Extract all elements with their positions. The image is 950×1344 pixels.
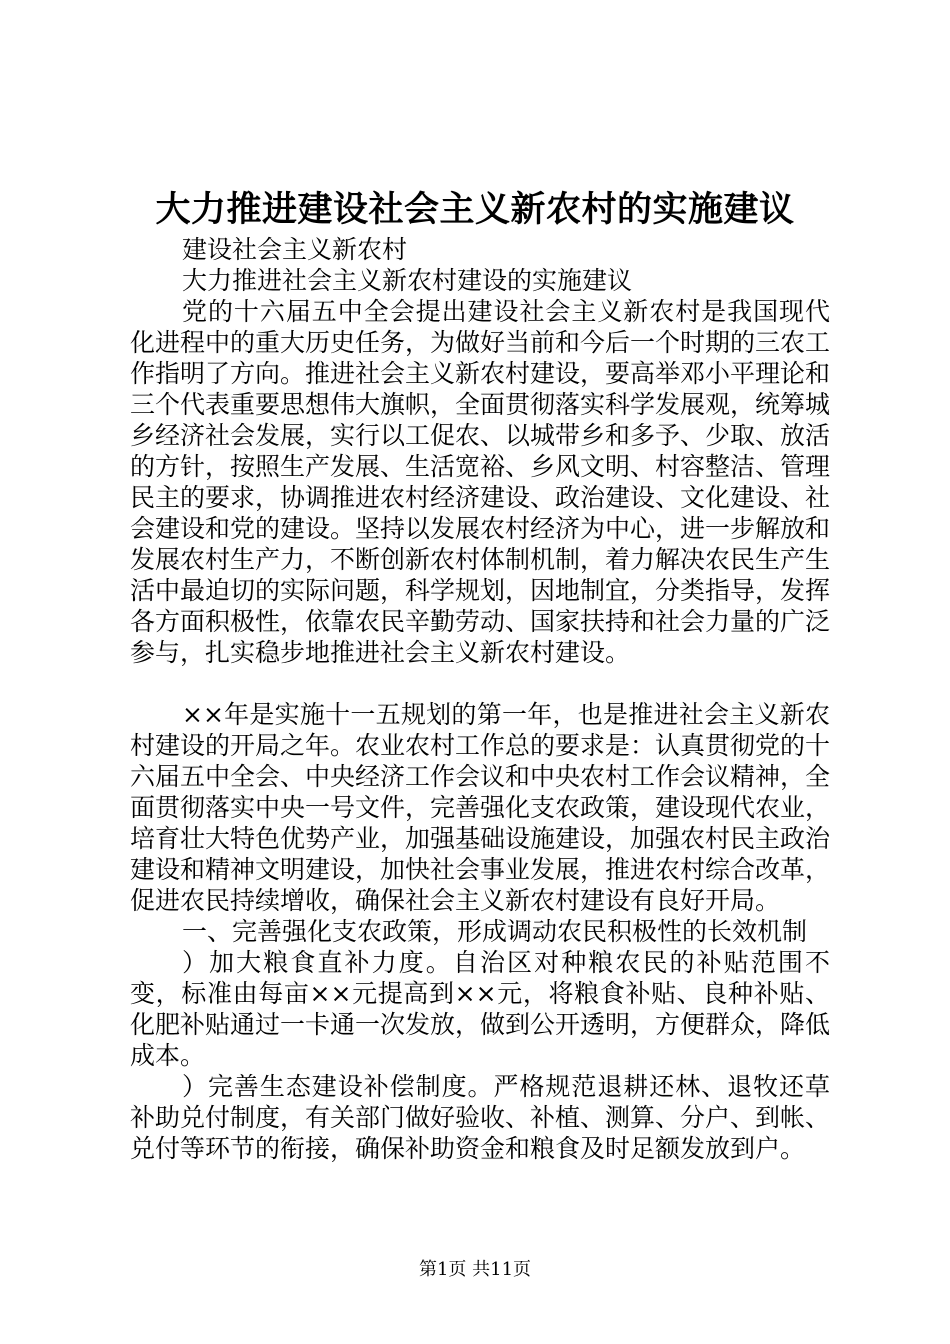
paragraph-heading: 大力推进社会主义新农村建设的实施建议 — [182, 266, 633, 295]
document-body — [130, 234, 830, 1164]
section-heading: 一、完善强化支农政策，形成调动农民积极性的长效机制 — [182, 917, 808, 946]
paragraph-intro: 党的十六届五中全会提出建设社会主义新农村是我国现代化进程中的重大历史任务，为做好当前和今后一个时期的三农工作指明了方向。推进社会主义新农村建设，要高举邓小平理论和三个代表重要思想伟大旗帜，全面贯彻落实科学发展观，统筹城乡经济社会发展，实行以工促农、以城带乡和多予、少取、放活的方针，按照生产发展、生活宽裕、乡风文明、村容整洁、管理民主的要求，协调推进农村经济建设、政治建设、文化建设、社会建设和党的建设。坚持以发展农村经济为中心，进一步解放和发展农村生产力，不断创新农村体制机制，着力解决农民生产生活中最迫切的实际问题，科学规划，因地制宜，分类指导，发挥各方面积极性，依靠农民辛勤劳动、国家扶持和社会力量的广泛参与，扎实稳步地推进社会主义新农村建设。 — [130, 297, 831, 667]
paragraph-subtitle: 建设社会主义新农村 — [182, 235, 408, 264]
paragraph-grain-subsidy: ）加大粮食直补力度。自治区对种粮农民的补贴范围不变，标准由每亩××元提高到××元，将粮食补贴、良种补贴、化肥补贴通过一卡通一次发放，做到公开透明，方便群众，降低成本。 — [130, 948, 831, 1070]
paragraph-requirements: ××年是实施十一五规划的第一年，也是推进社会主义新农村建设的开局之年。农业农村工作总的要求是：认真贯彻党的十六届五中全会、中央经济工作会议和中央农村工作会议精神，全面贯彻落实中央一号文件，完善强化支农政策，建设现代农业，培育壮大特色优势产业，加强基础设施建设，加强农村民主政治建设和精神文明建设，加快社会事业发展，推进农村综合改革，促进农民持续增收，确保社会主义新农村建设有良好开局。 — [130, 700, 831, 915]
paragraph-eco-compensation: ）完善生态建设补偿制度。严格规范退耕还林、退牧还草补助兑付制度，有关部门做好验收、补植、测算、分户、到帐、兑付等环节的衔接，确保补助资金和粮食及时足额发放到户。 — [130, 1072, 831, 1163]
page-footer: 第1页 共11页 — [418, 1259, 532, 1280]
document-title: 大力推进建设社会主义新农村的实施建议 — [155, 189, 795, 230]
paragraph-spacer — [130, 668, 830, 699]
